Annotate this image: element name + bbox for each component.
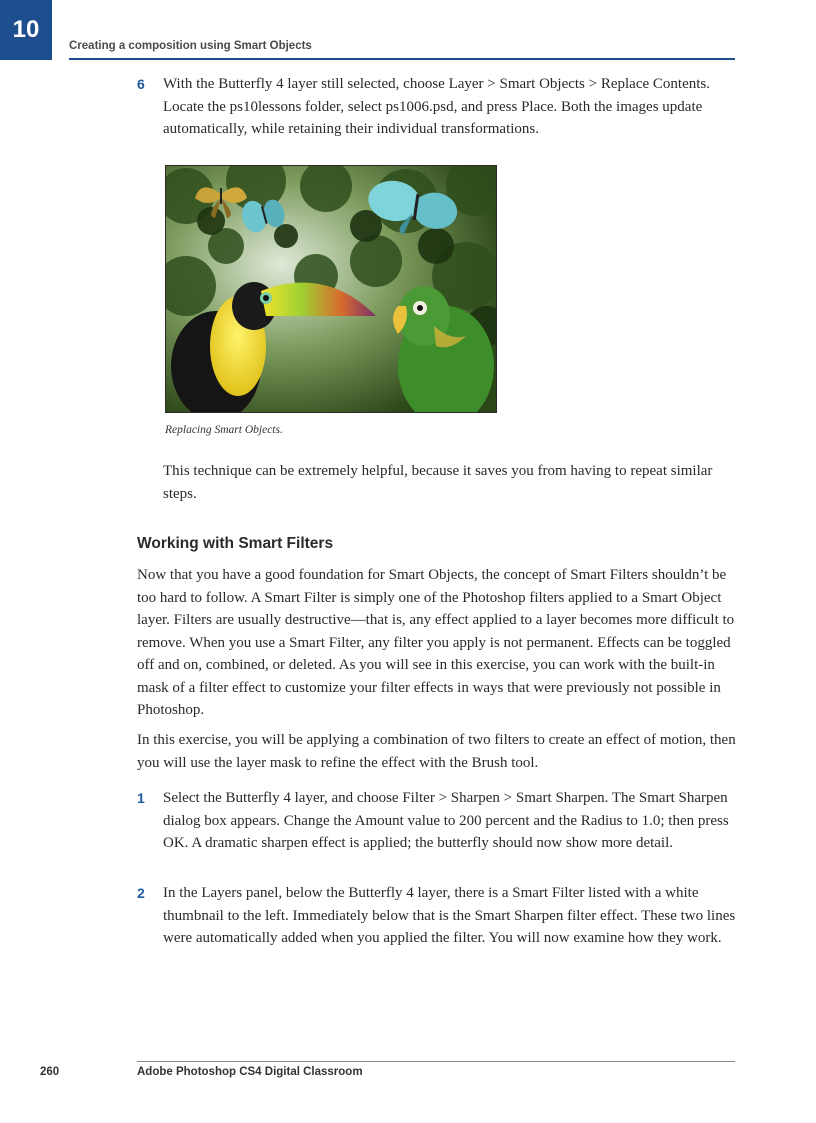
body-paragraph-exercise: In this exercise, you will be applying a combination of two filters to create an effect of motion, then you will use the layer mask to refine the effect with the Brush tool. [137, 732, 736, 771]
chapter-number: 10 [12, 16, 40, 43]
figure-caption: Replacing Smart Objects. [165, 424, 283, 436]
step-6 [137, 73, 737, 141]
footer-rule [137, 1061, 735, 1062]
page-number: 260 [40, 1066, 60, 1078]
header-rule [69, 58, 735, 60]
figure-image-toucan-parrot-butterflies [165, 165, 497, 413]
step-1 [137, 787, 737, 855]
running-head: Creating a composition using Smart Objects [69, 40, 312, 52]
body-paragraph-intro: Now that you have a good foundation for Smart Objects, the concept of Smart Filters shouldn’t be too hard to follow. A Smart Filter is simply one of the Photoshop filters applied to a Smart Object layer. Filters are usually destructive—that is, any effect applied to a layer becomes more difficult to remove. When you use a Smart Filter, any filter you apply is not permanent. Effects can be toggled off and on, combined, or deleted. As you will see in this exercise, you can work with the built-in mask of a filter effect to customize your filter effects in ways that were previously not possible in Photoshop. [137, 567, 735, 718]
step-number: 6 [137, 76, 145, 92]
book-title: Adobe Photoshop CS4 Digital Classroom [137, 1066, 363, 1078]
step-number: 2 [137, 885, 145, 901]
step-number: 1 [137, 790, 145, 806]
step-text: In the Layers panel, below the Butterfly 4 layer, there is a Smart Filter listed with a white thumbnail to the left. Immediately below that is the Smart Sharpen filter effect. These two lines were automatically added when you applied the filter. You will now examine how they work. [163, 885, 736, 946]
step-2 [137, 882, 737, 950]
step-text: Select the Butterfly 4 layer, and choose Filter > Sharpen > Smart Sharpen. The Smart Sharpen dialog box appears. Change the Amount value to 200 percent and the Radius to 1.0; then press OK. A dramatic sharpen effect is applied; the butterfly should now show more detail. [163, 790, 729, 851]
step-text: With the Butterfly 4 layer still selected, choose Layer > Smart Objects > Replace Contents. Locate the ps10lessons folder, select ps1006.psd, and press Place. Both the images update automatically, while retaining their individual transformations. [163, 76, 710, 137]
chapter-number-tab [0, 0, 52, 60]
section-heading: Working with Smart Filters [137, 535, 334, 552]
body-paragraph-technique: This technique can be extremely helpful, because it saves you from having to repeat similar steps. [163, 463, 713, 502]
